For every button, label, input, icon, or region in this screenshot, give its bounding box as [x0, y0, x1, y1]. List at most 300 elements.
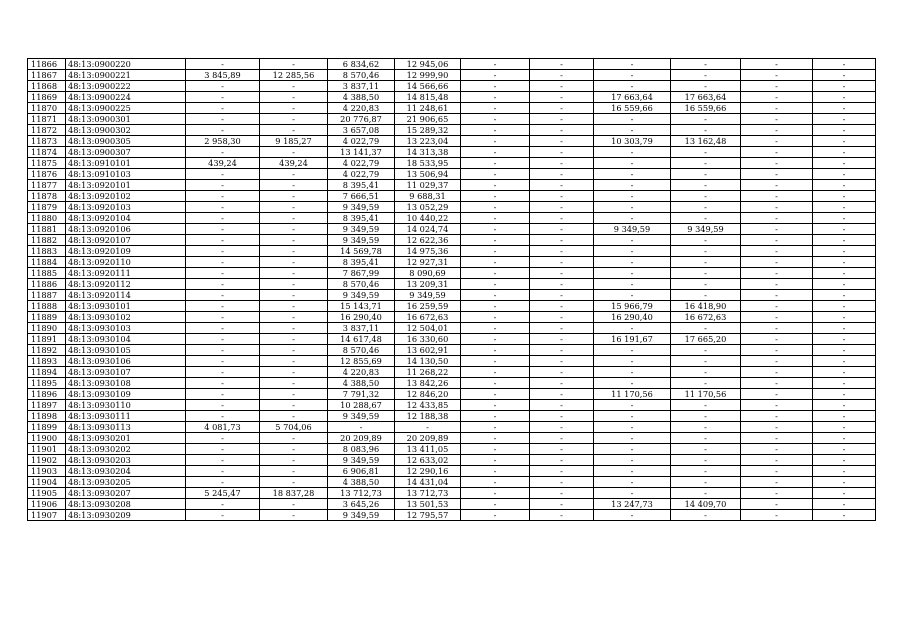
- cell-value-col-6: 13 842,26: [395, 378, 461, 389]
- cell-value-col-5: 16 290,40: [328, 312, 395, 323]
- cell-value-col-5: 3 657,08: [328, 125, 395, 136]
- cell-value-col-7: -: [461, 411, 530, 422]
- cell-value-col-6: 9 349,59: [395, 290, 461, 301]
- cell-value-col-9: -: [594, 147, 671, 158]
- cell-value-col-10: -: [671, 466, 741, 477]
- table-row: [28, 158, 876, 169]
- cell-value-col-9: 16 290,40: [594, 312, 671, 323]
- cell-value-col-4: -: [260, 257, 328, 268]
- cell-value-col-3: 5 245,47: [186, 488, 260, 499]
- cell-value-col-8: -: [530, 246, 594, 257]
- cell-cadastral-number: 48:13:0920114: [66, 290, 186, 301]
- cell-row-number: 11900: [28, 433, 66, 444]
- cell-value-col-10: -: [671, 510, 741, 521]
- cell-value-col-5: 20 776,87: [328, 114, 395, 125]
- table-row: [28, 499, 876, 510]
- cell-value-col-3: -: [186, 169, 260, 180]
- cell-value-col-8: -: [530, 323, 594, 334]
- cell-cadastral-number: 48:13:0900220: [66, 59, 186, 70]
- cell-value-col-3: 4 081,73: [186, 422, 260, 433]
- cell-value-col-10: 16 559,66: [671, 103, 741, 114]
- cell-value-col-9: -: [594, 125, 671, 136]
- cell-cadastral-number: 48:13:0920111: [66, 268, 186, 279]
- cell-value-col-5: 6 906,81: [328, 466, 395, 477]
- cell-value-col-12: -: [813, 477, 876, 488]
- cell-value-col-11: -: [741, 103, 813, 114]
- cell-value-col-11: -: [741, 400, 813, 411]
- cell-value-col-7: -: [461, 334, 530, 345]
- cell-value-col-6: 11 268,22: [395, 367, 461, 378]
- table-row: [28, 257, 876, 268]
- cell-row-number: 11896: [28, 389, 66, 400]
- cell-value-col-7: -: [461, 279, 530, 290]
- cell-value-col-12: -: [813, 378, 876, 389]
- cell-value-col-8: -: [530, 213, 594, 224]
- cell-cadastral-number: 48:13:0930205: [66, 477, 186, 488]
- cell-value-col-3: -: [186, 345, 260, 356]
- cell-value-col-5: 9 349,59: [328, 235, 395, 246]
- cell-value-col-6: 14 130,50: [395, 356, 461, 367]
- cell-value-col-8: -: [530, 488, 594, 499]
- cell-value-col-12: -: [813, 125, 876, 136]
- cell-value-col-5: 4 220,83: [328, 367, 395, 378]
- cell-value-col-12: -: [813, 301, 876, 312]
- cell-cadastral-number: 48:13:0920106: [66, 224, 186, 235]
- cell-value-col-3: -: [186, 92, 260, 103]
- cell-value-col-7: -: [461, 268, 530, 279]
- cell-value-col-11: -: [741, 444, 813, 455]
- cell-value-col-4: -: [260, 301, 328, 312]
- cell-cadastral-number: 48:13:0930106: [66, 356, 186, 367]
- cell-value-col-12: -: [813, 455, 876, 466]
- cell-value-col-5: 9 349,59: [328, 510, 395, 521]
- table-row: [28, 235, 876, 246]
- cell-value-col-3: 3 845,89: [186, 70, 260, 81]
- cell-value-col-6: 20 209,89: [395, 433, 461, 444]
- cell-value-col-8: -: [530, 136, 594, 147]
- cell-value-col-9: -: [594, 169, 671, 180]
- cell-row-number: 11874: [28, 147, 66, 158]
- cell-cadastral-number: 48:13:0930208: [66, 499, 186, 510]
- cell-value-col-12: -: [813, 356, 876, 367]
- cell-row-number: 11903: [28, 466, 66, 477]
- cell-value-col-11: -: [741, 180, 813, 191]
- table-row: [28, 301, 876, 312]
- table-row: [28, 202, 876, 213]
- cell-value-col-12: -: [813, 510, 876, 521]
- cell-value-col-11: -: [741, 246, 813, 257]
- cell-value-col-7: -: [461, 400, 530, 411]
- cell-value-col-3: 2 958,30: [186, 136, 260, 147]
- cell-row-number: 11901: [28, 444, 66, 455]
- table-row: [28, 246, 876, 257]
- table-row: [28, 70, 876, 81]
- cell-value-col-9: -: [594, 191, 671, 202]
- cell-value-col-10: -: [671, 114, 741, 125]
- cell-value-col-5: 9 349,59: [328, 224, 395, 235]
- cell-value-col-3: -: [186, 312, 260, 323]
- cell-value-col-9: -: [594, 180, 671, 191]
- cell-value-col-6: 14 024,74: [395, 224, 461, 235]
- cell-value-col-8: -: [530, 477, 594, 488]
- cell-value-col-4: -: [260, 224, 328, 235]
- cell-value-col-4: -: [260, 268, 328, 279]
- cell-value-col-10: 17 665,20: [671, 334, 741, 345]
- cell-cadastral-number: 48:13:0930109: [66, 389, 186, 400]
- cell-value-col-6: 9 688,31: [395, 191, 461, 202]
- cell-value-col-6: -: [395, 422, 461, 433]
- cell-value-col-11: -: [741, 59, 813, 70]
- cell-value-col-3: -: [186, 334, 260, 345]
- cell-value-col-11: -: [741, 169, 813, 180]
- cell-value-col-8: -: [530, 92, 594, 103]
- cell-value-col-5: 6 834,62: [328, 59, 395, 70]
- cell-value-col-6: 13 712,73: [395, 488, 461, 499]
- cell-value-col-3: -: [186, 323, 260, 334]
- cell-value-col-5: 4 022,79: [328, 169, 395, 180]
- cell-value-col-7: -: [461, 323, 530, 334]
- cell-value-col-6: 13 209,31: [395, 279, 461, 290]
- cell-value-col-3: -: [186, 433, 260, 444]
- cell-value-col-7: -: [461, 356, 530, 367]
- cell-row-number: 11898: [28, 411, 66, 422]
- cell-value-col-9: -: [594, 455, 671, 466]
- cell-value-col-4: 439,24: [260, 158, 328, 169]
- table-row: [28, 378, 876, 389]
- cell-value-col-12: -: [813, 345, 876, 356]
- cell-value-col-10: -: [671, 158, 741, 169]
- cell-value-col-11: -: [741, 356, 813, 367]
- cell-value-col-5: 9 349,59: [328, 411, 395, 422]
- cell-value-col-12: -: [813, 158, 876, 169]
- cell-value-col-4: -: [260, 510, 328, 521]
- cell-value-col-5: 4 022,79: [328, 136, 395, 147]
- cell-value-col-11: -: [741, 268, 813, 279]
- cell-row-number: 11889: [28, 312, 66, 323]
- cell-value-col-12: -: [813, 466, 876, 477]
- cell-value-col-4: -: [260, 202, 328, 213]
- cell-value-col-9: -: [594, 114, 671, 125]
- cell-value-col-4: -: [260, 334, 328, 345]
- cell-cadastral-number: 48:13:0930108: [66, 378, 186, 389]
- cell-value-col-5: 9 349,59: [328, 455, 395, 466]
- cell-value-col-9: -: [594, 510, 671, 521]
- cell-value-col-7: -: [461, 257, 530, 268]
- cell-value-col-4: -: [260, 235, 328, 246]
- cell-value-col-3: -: [186, 477, 260, 488]
- cell-value-col-6: 12 433,85: [395, 400, 461, 411]
- cell-value-col-5: 14 617,48: [328, 334, 395, 345]
- cell-value-col-9: -: [594, 202, 671, 213]
- table-row: [28, 279, 876, 290]
- cell-row-number: 11888: [28, 301, 66, 312]
- cell-value-col-10: -: [671, 290, 741, 301]
- cell-value-col-10: -: [671, 147, 741, 158]
- table-row: [28, 103, 876, 114]
- cell-value-col-5: 4 220,83: [328, 103, 395, 114]
- cell-value-col-6: 16 672,63: [395, 312, 461, 323]
- cell-row-number: 11877: [28, 180, 66, 191]
- cell-value-col-11: -: [741, 158, 813, 169]
- cell-value-col-5: 10 288,67: [328, 400, 395, 411]
- cell-cadastral-number: 48:13:0900225: [66, 103, 186, 114]
- cell-value-col-6: 12 633,02: [395, 455, 461, 466]
- cell-value-col-3: -: [186, 235, 260, 246]
- cell-value-col-6: 14 975,36: [395, 246, 461, 257]
- table-row: [28, 466, 876, 477]
- cell-value-col-11: -: [741, 345, 813, 356]
- cell-cadastral-number: 48:13:0900305: [66, 136, 186, 147]
- cell-value-col-6: 12 927,31: [395, 257, 461, 268]
- cell-value-col-8: -: [530, 235, 594, 246]
- cell-row-number: 11892: [28, 345, 66, 356]
- cell-cadastral-number: 48:13:0920109: [66, 246, 186, 257]
- cell-value-col-8: -: [530, 433, 594, 444]
- cell-value-col-11: -: [741, 433, 813, 444]
- cell-value-col-10: -: [671, 488, 741, 499]
- cell-value-col-11: -: [741, 213, 813, 224]
- cell-value-col-3: -: [186, 103, 260, 114]
- cell-value-col-9: 16 559,66: [594, 103, 671, 114]
- cell-value-col-9: -: [594, 59, 671, 70]
- cell-value-col-10: -: [671, 444, 741, 455]
- cell-value-col-4: -: [260, 114, 328, 125]
- cell-value-col-10: -: [671, 422, 741, 433]
- cell-value-col-8: -: [530, 70, 594, 81]
- cell-value-col-4: -: [260, 499, 328, 510]
- cell-value-col-5: 15 143,71: [328, 301, 395, 312]
- cell-row-number: 11873: [28, 136, 66, 147]
- cell-value-col-3: -: [186, 180, 260, 191]
- cell-value-col-6: 15 289,32: [395, 125, 461, 136]
- cell-value-col-5: 13 712,73: [328, 488, 395, 499]
- cell-cadastral-number: 48:13:0900302: [66, 125, 186, 136]
- cell-value-col-11: -: [741, 466, 813, 477]
- table-row: [28, 367, 876, 378]
- cell-value-col-9: 15 966,79: [594, 301, 671, 312]
- cell-value-col-11: -: [741, 334, 813, 345]
- cell-value-col-3: -: [186, 59, 260, 70]
- cell-value-col-8: -: [530, 147, 594, 158]
- cell-value-col-12: -: [813, 246, 876, 257]
- cell-row-number: 11870: [28, 103, 66, 114]
- cell-value-col-11: -: [741, 81, 813, 92]
- cell-row-number: 11891: [28, 334, 66, 345]
- cell-value-col-10: 9 349,59: [671, 224, 741, 235]
- cell-row-number: 11876: [28, 169, 66, 180]
- cell-value-col-12: -: [813, 268, 876, 279]
- cell-value-col-7: -: [461, 169, 530, 180]
- cell-value-col-8: -: [530, 422, 594, 433]
- table-row: [28, 125, 876, 136]
- cell-value-col-7: -: [461, 246, 530, 257]
- cell-row-number: 11880: [28, 213, 66, 224]
- cell-value-col-6: 12 188,38: [395, 411, 461, 422]
- table-row: [28, 92, 876, 103]
- table-row: [28, 411, 876, 422]
- table-row: [28, 400, 876, 411]
- cell-value-col-9: -: [594, 422, 671, 433]
- cell-value-col-3: -: [186, 147, 260, 158]
- cadastral-values-table: [27, 58, 876, 521]
- cell-value-col-10: -: [671, 268, 741, 279]
- cell-value-col-6: 16 330,60: [395, 334, 461, 345]
- cell-value-col-12: -: [813, 70, 876, 81]
- cell-value-col-8: -: [530, 224, 594, 235]
- cell-value-col-7: -: [461, 367, 530, 378]
- table-row: [28, 488, 876, 499]
- cell-cadastral-number: 48:13:0930107: [66, 367, 186, 378]
- cell-cadastral-number: 48:13:0920103: [66, 202, 186, 213]
- cell-value-col-11: -: [741, 312, 813, 323]
- cell-value-col-10: -: [671, 81, 741, 92]
- cell-value-col-11: -: [741, 125, 813, 136]
- cell-value-col-11: -: [741, 389, 813, 400]
- cell-value-col-3: -: [186, 499, 260, 510]
- cell-value-col-10: 16 418,90: [671, 301, 741, 312]
- cell-value-col-12: -: [813, 103, 876, 114]
- table-row: [28, 312, 876, 323]
- cell-row-number: 11882: [28, 235, 66, 246]
- table-row: [28, 114, 876, 125]
- cell-row-number: 11905: [28, 488, 66, 499]
- cell-value-col-9: 11 170,56: [594, 389, 671, 400]
- cell-cadastral-number: 48:13:0930105: [66, 345, 186, 356]
- cell-value-col-5: 8 083,96: [328, 444, 395, 455]
- cell-row-number: 11893: [28, 356, 66, 367]
- cell-value-col-8: -: [530, 411, 594, 422]
- cell-value-col-12: -: [813, 213, 876, 224]
- cell-value-col-9: 17 663,64: [594, 92, 671, 103]
- cell-value-col-3: -: [186, 114, 260, 125]
- cell-value-col-4: -: [260, 345, 328, 356]
- cell-value-col-9: 16 191,67: [594, 334, 671, 345]
- table-row: [28, 191, 876, 202]
- cell-value-col-3: -: [186, 356, 260, 367]
- cell-value-col-11: -: [741, 323, 813, 334]
- cell-value-col-9: -: [594, 444, 671, 455]
- cell-value-col-4: 18 837,28: [260, 488, 328, 499]
- cell-value-col-3: -: [186, 191, 260, 202]
- cell-cadastral-number: 48:13:0930204: [66, 466, 186, 477]
- cell-value-col-6: 13 411,05: [395, 444, 461, 455]
- cell-row-number: 11897: [28, 400, 66, 411]
- cell-value-col-12: -: [813, 411, 876, 422]
- cell-value-col-5: 3 645,26: [328, 499, 395, 510]
- cell-value-col-10: 14 409,70: [671, 499, 741, 510]
- cell-value-col-6: 21 906,65: [395, 114, 461, 125]
- cell-value-col-7: -: [461, 433, 530, 444]
- cell-value-col-9: -: [594, 488, 671, 499]
- cell-value-col-3: -: [186, 367, 260, 378]
- cell-cadastral-number: 48:13:0900221: [66, 70, 186, 81]
- cell-value-col-5: 9 349,59: [328, 202, 395, 213]
- cell-value-col-8: -: [530, 59, 594, 70]
- cell-cadastral-number: 48:13:0930104: [66, 334, 186, 345]
- cell-value-col-3: -: [186, 444, 260, 455]
- cell-value-col-8: -: [530, 400, 594, 411]
- table-row: [28, 433, 876, 444]
- cell-cadastral-number: 48:13:0930102: [66, 312, 186, 323]
- cell-value-col-7: -: [461, 158, 530, 169]
- cell-value-col-7: -: [461, 224, 530, 235]
- cell-value-col-4: -: [260, 367, 328, 378]
- cell-row-number: 11872: [28, 125, 66, 136]
- cell-cadastral-number: 48:13:0920112: [66, 279, 186, 290]
- cell-row-number: 11866: [28, 59, 66, 70]
- cell-value-col-8: -: [530, 257, 594, 268]
- cell-value-col-11: -: [741, 455, 813, 466]
- table-row: [28, 510, 876, 521]
- cell-value-col-6: 13 602,91: [395, 345, 461, 356]
- cell-value-col-10: -: [671, 378, 741, 389]
- table-row: [28, 290, 876, 301]
- cell-value-col-3: -: [186, 301, 260, 312]
- cell-value-col-12: -: [813, 59, 876, 70]
- cell-value-col-12: -: [813, 169, 876, 180]
- cell-cadastral-number: 48:13:0920101: [66, 180, 186, 191]
- cell-value-col-3: -: [186, 125, 260, 136]
- cell-value-col-6: 12 999,90: [395, 70, 461, 81]
- cell-value-col-7: -: [461, 444, 530, 455]
- cell-value-col-12: -: [813, 444, 876, 455]
- cell-value-col-12: -: [813, 334, 876, 345]
- cell-value-col-5: 4 388,50: [328, 477, 395, 488]
- cell-row-number: 11887: [28, 290, 66, 301]
- cell-value-col-10: -: [671, 246, 741, 257]
- cell-value-col-7: -: [461, 488, 530, 499]
- cell-cadastral-number: 48:13:0920102: [66, 191, 186, 202]
- cell-value-col-6: 12 290,16: [395, 466, 461, 477]
- cell-value-col-3: -: [186, 202, 260, 213]
- cell-value-col-12: -: [813, 290, 876, 301]
- cell-value-col-4: -: [260, 323, 328, 334]
- cell-value-col-12: -: [813, 136, 876, 147]
- cell-cadastral-number: 48:13:0900307: [66, 147, 186, 158]
- cell-value-col-4: -: [260, 290, 328, 301]
- cell-value-col-10: -: [671, 191, 741, 202]
- table-body: [28, 59, 876, 521]
- cell-value-col-7: -: [461, 510, 530, 521]
- cell-value-col-7: -: [461, 290, 530, 301]
- cell-value-col-3: -: [186, 510, 260, 521]
- cell-value-col-5: 8 570,46: [328, 279, 395, 290]
- cell-value-col-7: -: [461, 213, 530, 224]
- cell-value-col-12: -: [813, 180, 876, 191]
- cell-value-col-9: -: [594, 279, 671, 290]
- cell-value-col-12: -: [813, 257, 876, 268]
- cell-value-col-4: 12 285,56: [260, 70, 328, 81]
- cell-value-col-9: -: [594, 246, 671, 257]
- cell-value-col-6: 13 501,53: [395, 499, 461, 510]
- cell-value-col-10: -: [671, 367, 741, 378]
- cell-value-col-7: -: [461, 103, 530, 114]
- cell-value-col-3: -: [186, 257, 260, 268]
- cell-value-col-7: -: [461, 136, 530, 147]
- cell-value-col-11: -: [741, 114, 813, 125]
- cell-value-col-3: -: [186, 455, 260, 466]
- cell-value-col-7: -: [461, 477, 530, 488]
- cell-value-col-4: -: [260, 477, 328, 488]
- table-row: [28, 180, 876, 191]
- cell-cadastral-number: 48:13:0930103: [66, 323, 186, 334]
- cell-value-col-12: -: [813, 433, 876, 444]
- cell-value-col-12: -: [813, 279, 876, 290]
- cell-value-col-8: -: [530, 367, 594, 378]
- cell-cadastral-number: 48:13:0930101: [66, 301, 186, 312]
- cell-value-col-9: -: [594, 367, 671, 378]
- cell-value-col-4: 5 704,06: [260, 422, 328, 433]
